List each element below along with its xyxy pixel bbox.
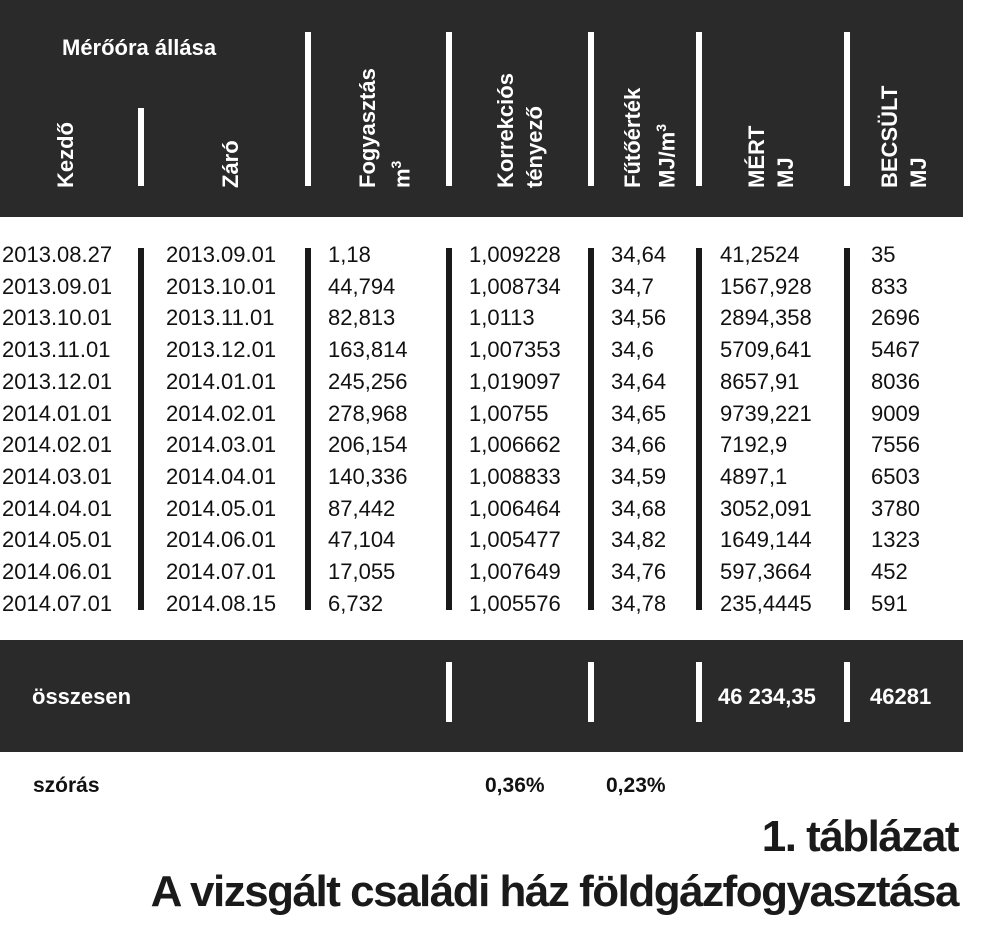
cell-consumption: 163,814 <box>328 337 408 363</box>
cell-consumption: 6,732 <box>328 590 384 616</box>
cell-correction: 1,019097 <box>469 368 561 394</box>
cell-calorific: 34,65 <box>611 400 667 426</box>
table-number: 1. táblázat <box>761 812 958 861</box>
cell-start: 2013.09.01 <box>2 273 113 299</box>
header-divider <box>844 32 850 186</box>
totals-label: összesen <box>32 684 132 709</box>
cell-end: 2014.06.01 <box>166 527 277 553</box>
column-separator <box>696 248 702 610</box>
totals-divider <box>446 662 452 722</box>
cell-measured: 597,3664 <box>720 559 812 584</box>
column-separator <box>305 248 311 610</box>
cell-measured: 41,2524 <box>720 242 800 267</box>
cell-calorific: 34,59 <box>611 463 667 489</box>
deviation-correction: 0,36% <box>485 774 545 797</box>
header-start: Kezdő <box>53 122 78 188</box>
cell-end: 2014.05.01 <box>166 495 277 521</box>
cell-correction: 1,006464 <box>469 495 561 521</box>
cell-start: 2013.12.01 <box>2 368 113 394</box>
header-divider <box>305 32 311 186</box>
cell-estimated: 9009 <box>871 400 920 426</box>
cell-start: 2014.02.01 <box>2 432 113 458</box>
cell-calorific: 34,56 <box>611 305 667 331</box>
cell-calorific: 34,6 <box>611 337 654 363</box>
column-separator <box>446 248 452 610</box>
cell-measured: 5709,641 <box>720 337 812 363</box>
cell-estimated: 5467 <box>871 337 920 363</box>
table-title: A vizsgált családi ház földgázfogyasztása <box>150 867 958 916</box>
cell-measured: 4897,1 <box>720 463 788 489</box>
cell-calorific: 34,7 <box>611 273 654 299</box>
cell-correction: 1,006662 <box>469 432 561 458</box>
cell-consumption: 87,442 <box>328 495 396 521</box>
header-consumption: Fogyasztás $m^3$ <box>355 68 415 188</box>
cell-consumption: 278,968 <box>328 400 408 426</box>
cell-measured: 8657,91 <box>720 368 800 394</box>
header-calorific: Fűtőérték $MJ/m^3$ <box>620 87 680 188</box>
cell-correction: 1,00755 <box>469 400 549 426</box>
cell-estimated: 1323 <box>871 527 920 553</box>
cell-start: 2014.03.01 <box>2 463 113 489</box>
cell-start: 2013.11.01 <box>2 337 111 363</box>
cell-end: 2014.01.01 <box>166 368 277 394</box>
cell-calorific: 34,82 <box>611 527 667 553</box>
totals-estimated: 46281 <box>870 684 932 709</box>
cell-consumption: 245,256 <box>328 368 408 394</box>
column-separator <box>844 248 850 610</box>
cell-correction: 1,007353 <box>469 337 561 363</box>
header-meter-reading: Mérőóra állása <box>62 35 217 60</box>
cell-consumption: 47,104 <box>328 527 396 553</box>
totals-divider <box>588 662 594 722</box>
cell-end: 2014.03.01 <box>166 432 277 458</box>
cell-end: 2013.09.01 <box>166 242 277 267</box>
cell-consumption: 44,794 <box>328 273 396 299</box>
cell-estimated: 6503 <box>871 463 920 489</box>
cell-consumption: 1,18 <box>328 242 371 267</box>
cell-consumption: 82,813 <box>328 305 396 331</box>
deviation-label: szórás <box>33 774 100 797</box>
cell-calorific: 34,68 <box>611 495 667 521</box>
cell-start: 2013.08.27 <box>2 242 113 267</box>
cell-consumption: 140,336 <box>328 463 408 489</box>
header-divider <box>138 108 144 186</box>
deviation-calorific: 0,23% <box>606 774 666 797</box>
cell-correction: 1,008833 <box>469 463 561 489</box>
header-end: Záró <box>218 140 243 188</box>
cell-start: 2014.07.01 <box>2 590 113 616</box>
cell-end: 2013.11.01 <box>166 305 275 331</box>
cell-measured: 9739,221 <box>720 400 812 426</box>
cell-correction: 1,009228 <box>469 242 561 267</box>
cell-estimated: 452 <box>871 559 908 584</box>
cell-estimated: 7556 <box>871 432 920 458</box>
cell-correction: 1,005576 <box>469 590 561 616</box>
cell-calorific: 34,78 <box>611 590 667 616</box>
cell-end: 2013.10.01 <box>166 273 277 299</box>
cell-measured: 7192,9 <box>720 432 788 458</box>
cell-correction: 1,007649 <box>469 559 561 584</box>
totals-divider <box>696 662 702 722</box>
cell-start: 2014.01.01 <box>2 400 113 426</box>
cell-measured: 2894,358 <box>720 305 812 331</box>
column-separator <box>588 248 594 610</box>
cell-consumption: 206,154 <box>328 432 408 458</box>
cell-calorific: 34,64 <box>611 242 667 267</box>
cell-correction: 1,0113 <box>469 305 535 331</box>
cell-start: 2014.06.01 <box>2 559 113 584</box>
cell-measured: 1649,144 <box>720 527 812 553</box>
cell-start: 2014.05.01 <box>2 527 113 553</box>
cell-end: 2014.04.01 <box>166 463 277 489</box>
cell-end: 2013.12.01 <box>166 337 277 363</box>
totals-measured: 46 234,35 <box>718 684 816 709</box>
header-divider <box>588 32 594 186</box>
cell-measured: 3052,091 <box>720 495 812 521</box>
cell-calorific: 34,64 <box>611 368 667 394</box>
cell-estimated: 2696 <box>871 305 920 331</box>
cell-end: 2014.07.01 <box>166 559 277 584</box>
cell-estimated: 8036 <box>871 368 920 394</box>
cell-measured: 1567,928 <box>720 273 812 299</box>
header-measured: MÉRT MJ <box>744 125 798 188</box>
cell-consumption: 17,055 <box>328 559 396 584</box>
header-correction: Korrekciós tényező <box>493 73 547 188</box>
cell-start: 2013.10.01 <box>2 305 113 331</box>
cell-correction: 1,008734 <box>469 273 561 299</box>
header-divider <box>446 32 452 186</box>
cell-end: 2014.08.15 <box>166 590 277 616</box>
header-divider <box>696 32 702 186</box>
cell-estimated: 833 <box>871 273 908 299</box>
cell-end: 2014.02.01 <box>166 400 277 426</box>
cell-calorific: 34,66 <box>611 432 667 458</box>
cell-calorific: 34,76 <box>611 559 667 584</box>
cell-estimated: 35 <box>871 242 896 267</box>
totals-divider <box>844 662 850 722</box>
cell-start: 2014.04.01 <box>2 495 113 521</box>
header-estimated: BECSÜLT MJ <box>877 85 931 188</box>
header-band <box>0 0 963 217</box>
cell-correction: 1,005477 <box>469 527 561 553</box>
cell-estimated: 591 <box>871 590 908 616</box>
cell-measured: 235,4445 <box>720 590 812 616</box>
column-separator <box>138 248 144 610</box>
totals-band <box>0 640 963 752</box>
cell-estimated: 3780 <box>871 495 920 521</box>
